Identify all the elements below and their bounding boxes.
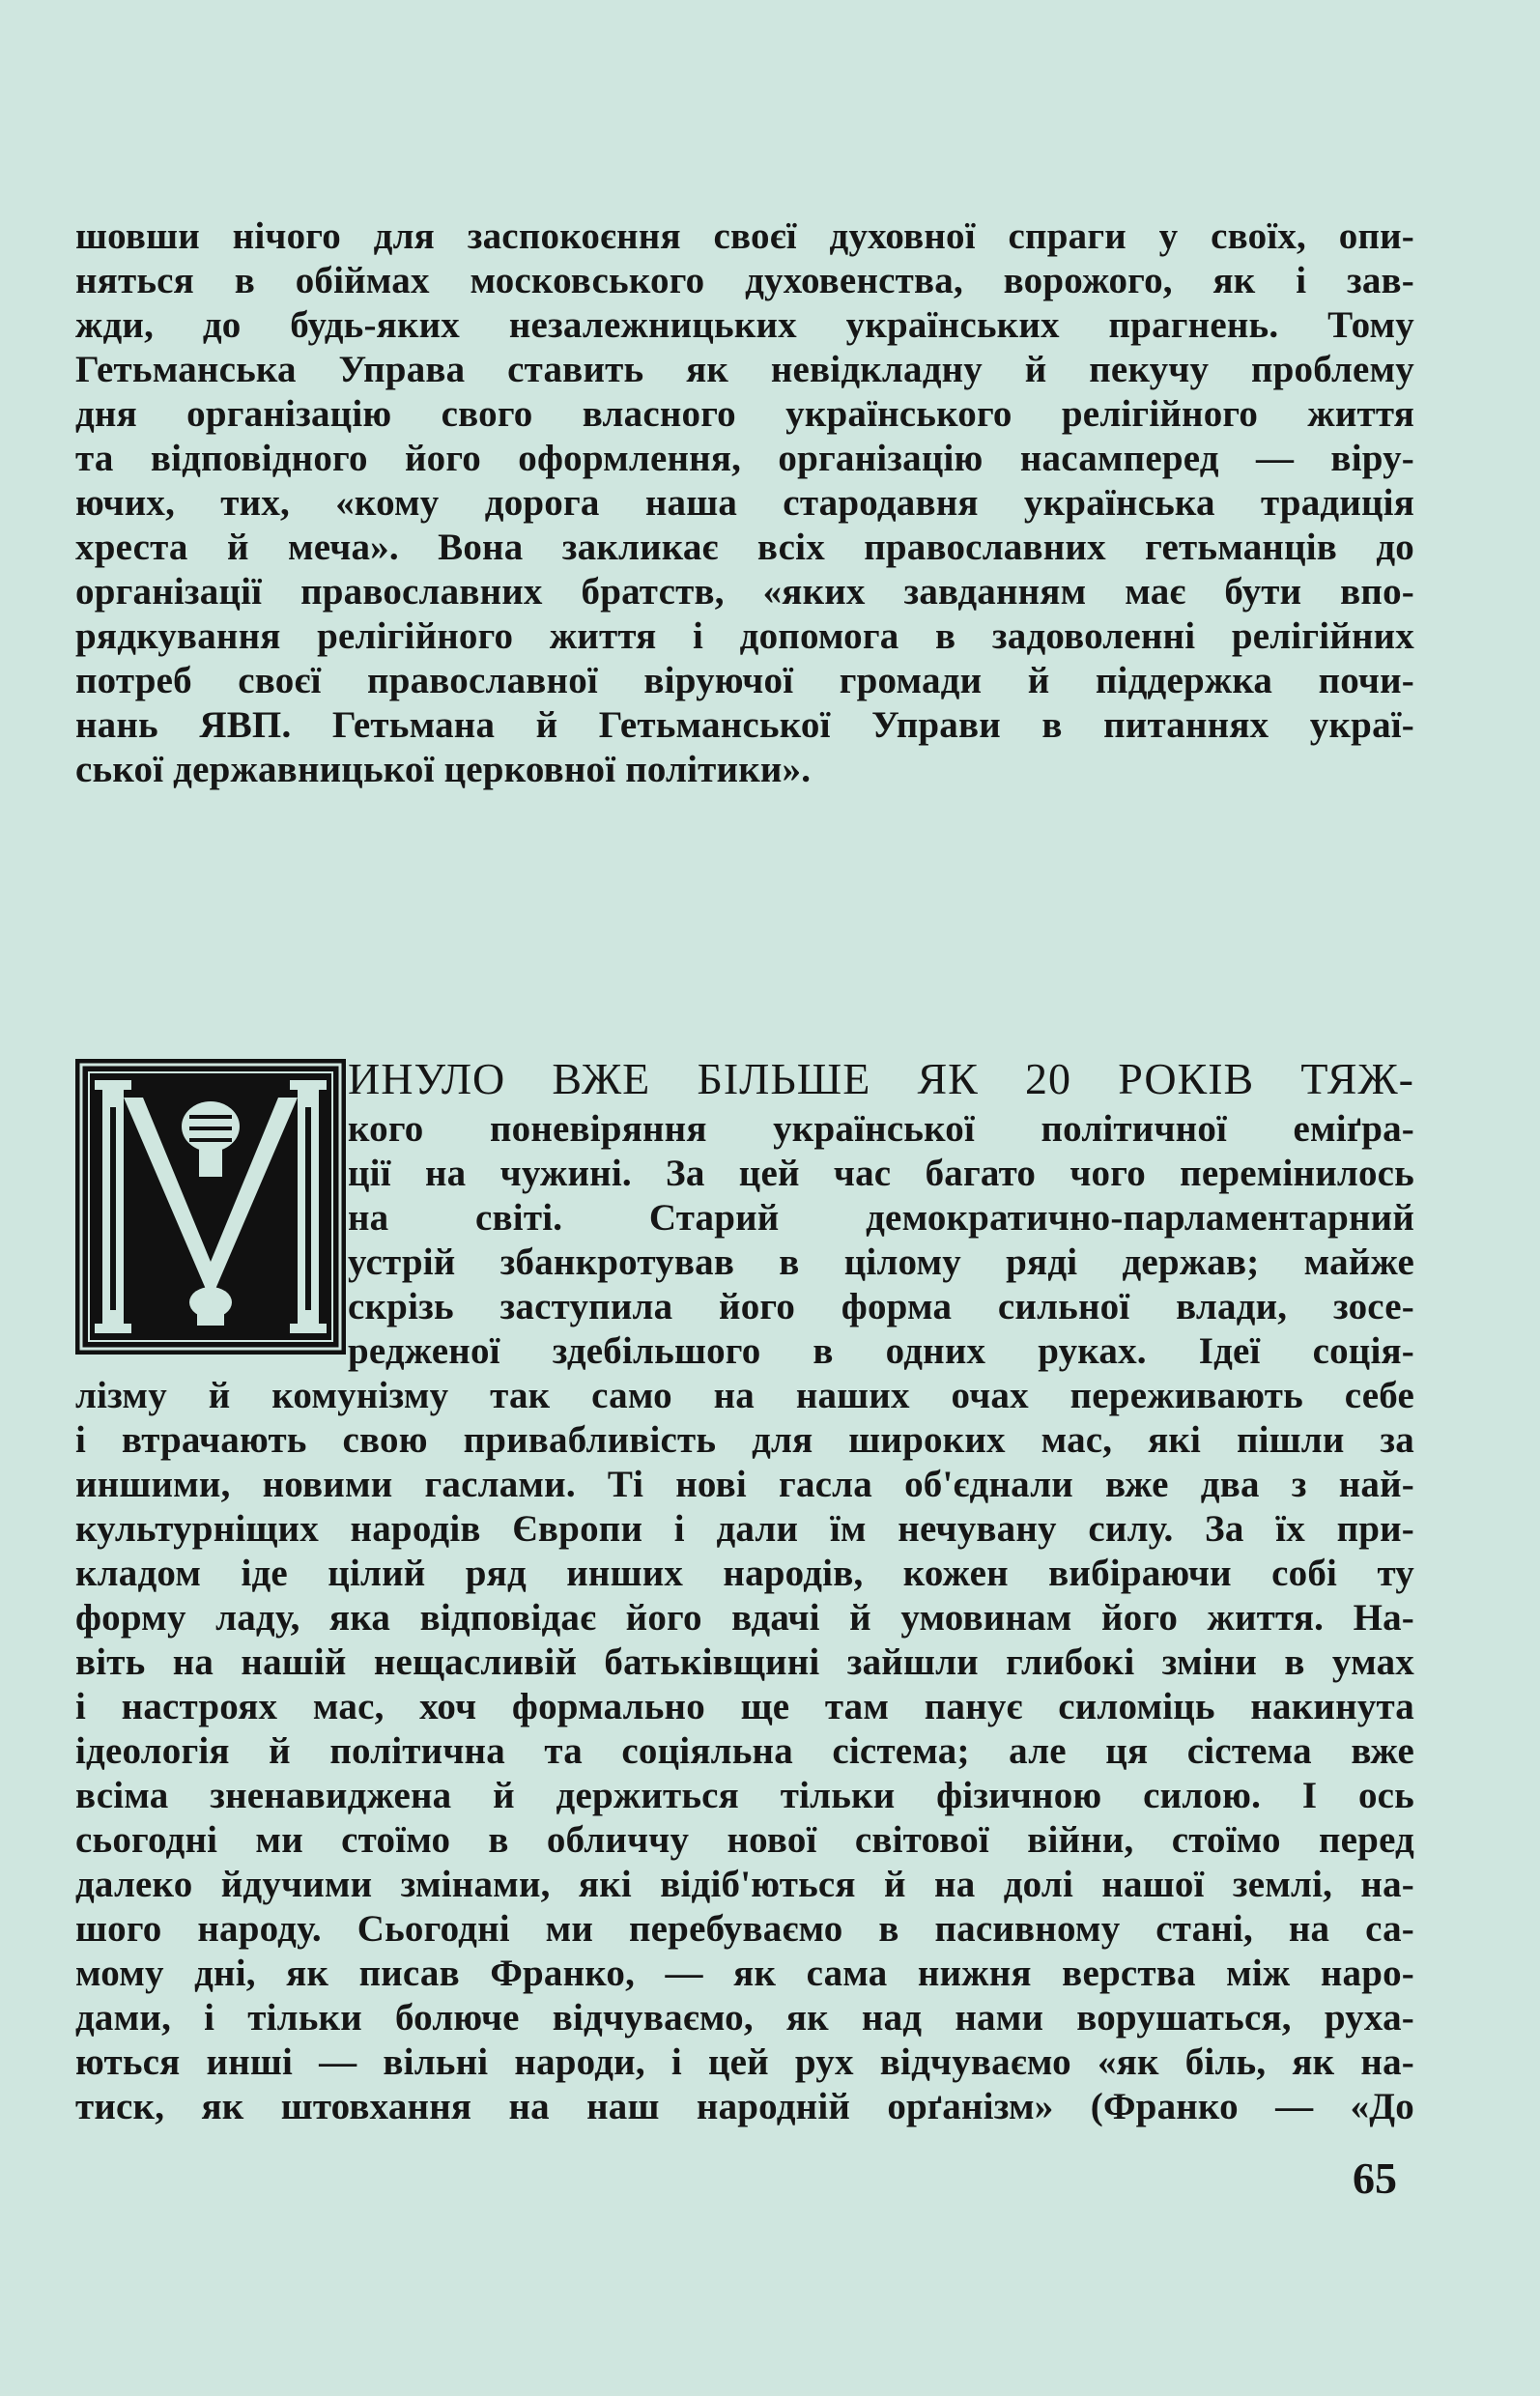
p2-line-1: лізму й комунізму так само на наших очах переживають себе	[75, 1375, 1414, 1416]
p1-line-4: Гетьманська Управа ставить як невідкладну й пекучу проблему	[75, 349, 1414, 390]
p1-line-9: організації православних братств, «яких завданням має бути впо-	[75, 571, 1414, 613]
p2-ind-line-2: ції на чужині. За цей час багато чого перемінилось	[348, 1153, 1414, 1194]
p2-line-14: мому дні, як писав Франко, — як сама нижня верства між наро-	[75, 1953, 1414, 1994]
p1-line-1: шовши нічого для заспокоєння своєї духовної спраги у своїх, опи-	[75, 215, 1414, 257]
p1-line-13: ської державницької церковної політики».	[75, 749, 812, 790]
p2-line-3: иншими, новими гаслами. Ті нові гасла об'єднали вже два з най-	[75, 1464, 1414, 1505]
ornamental-drop-cap	[75, 1059, 346, 1355]
p1-line-7: ючих, тих, «кому дорога наша стародавня українська традиція	[75, 482, 1414, 524]
p1-line-12: нань ЯВП. Гетьмана й Гетьманської Управи в питаннях украї-	[75, 704, 1414, 746]
p2-ind-line-1: кого поневіряння української політичної еміґра-	[348, 1108, 1414, 1150]
p2-line-17: тиск, як штовхання на наш народній орґанізм» (Франко — «До	[75, 2086, 1414, 2127]
p2-line-15: дами, і тільки болюче відчуваємо, як над нами ворушаться, руха-	[75, 1997, 1414, 2039]
p1-line-3: жди, до будь-яких незалежницьких українських прагнень. Тому	[75, 304, 1414, 346]
p2-line-5: кладом іде цілий ряд инших народів, кожен вибіраючи собі ту	[75, 1553, 1414, 1594]
p2-ind-line-6: редженої здебільшого в одних руках. Ідеї соція-	[348, 1330, 1414, 1372]
p1-line-2: няться в обіймах московського духовенства, ворожого, як і зав-	[75, 260, 1414, 301]
p2-line-16: ються инші — вільні народи, і цей рух відчуваємо «як біль, як на-	[75, 2041, 1414, 2083]
p1-line-8: хреста й меча». Вона закликає всіх православних гетьманців до	[75, 527, 1414, 568]
p1-line-11: потреб своєї православної віруючої громади й піддержка почи-	[75, 660, 1414, 701]
p2-ind-line-3: на світі. Старий демократично-парламентарний	[348, 1197, 1414, 1239]
p2-ind-line-4: устрій збанкротував в цілому ряді держав; майже	[348, 1241, 1414, 1283]
p2-line-2: і втрачають свою привабливість для широких мас, які пішли за	[75, 1419, 1414, 1461]
p2-line-6: форму ладу, яка відповідає його вдачі й умовинам його життя. На-	[75, 1597, 1414, 1639]
p2-head-line: ИНУЛО ВЖЕ БІЛЬШЕ ЯК 20 РОКІВ ТЯЖ-	[348, 1054, 1414, 1103]
p2-line-13: шого народу. Сьогодні ми перебуваємо в пасивному стані, на са-	[75, 1908, 1414, 1950]
p1-line-10: рядкування релігійного життя і допомога в задоволенні релігійних	[75, 615, 1414, 657]
p2-line-4: культурніщих народів Європи і дали їм нечувану силу. За їх при-	[75, 1508, 1414, 1550]
p2-line-8: і настроях мас, хоч формально ще там панує силоміць накинута	[75, 1686, 1414, 1727]
p2-ind-line-5: скрізь заступила його форма сильної влади, зосе-	[348, 1286, 1414, 1327]
drop-cap-ornament-icon	[75, 1059, 346, 1355]
p2-line-12: далеко йдучими змінами, які відіб'ються й на долі нашої землі, на-	[75, 1864, 1414, 1905]
p1-line-6: та відповідного його оформлення, організацію насамперед — віру-	[75, 438, 1414, 479]
p1-line-5: дня організацію свого власного українського релігійного життя	[75, 393, 1414, 435]
p2-line-9: ідеологія й політична та соціяльна сістема; але ця сістема вже	[75, 1730, 1414, 1772]
p2-line-10: всіма зненавиджена й держиться тільки фізичною силою. І ось	[75, 1775, 1414, 1816]
p2-line-11: сьогодні ми стоїмо в обличчу нової світової війни, стоїмо перед	[75, 1819, 1414, 1861]
page-number: 65	[1353, 2154, 1397, 2203]
p2-line-7: віть на нашій нещасливій батьківщині зайшли глибокі зміни в умах	[75, 1641, 1414, 1683]
